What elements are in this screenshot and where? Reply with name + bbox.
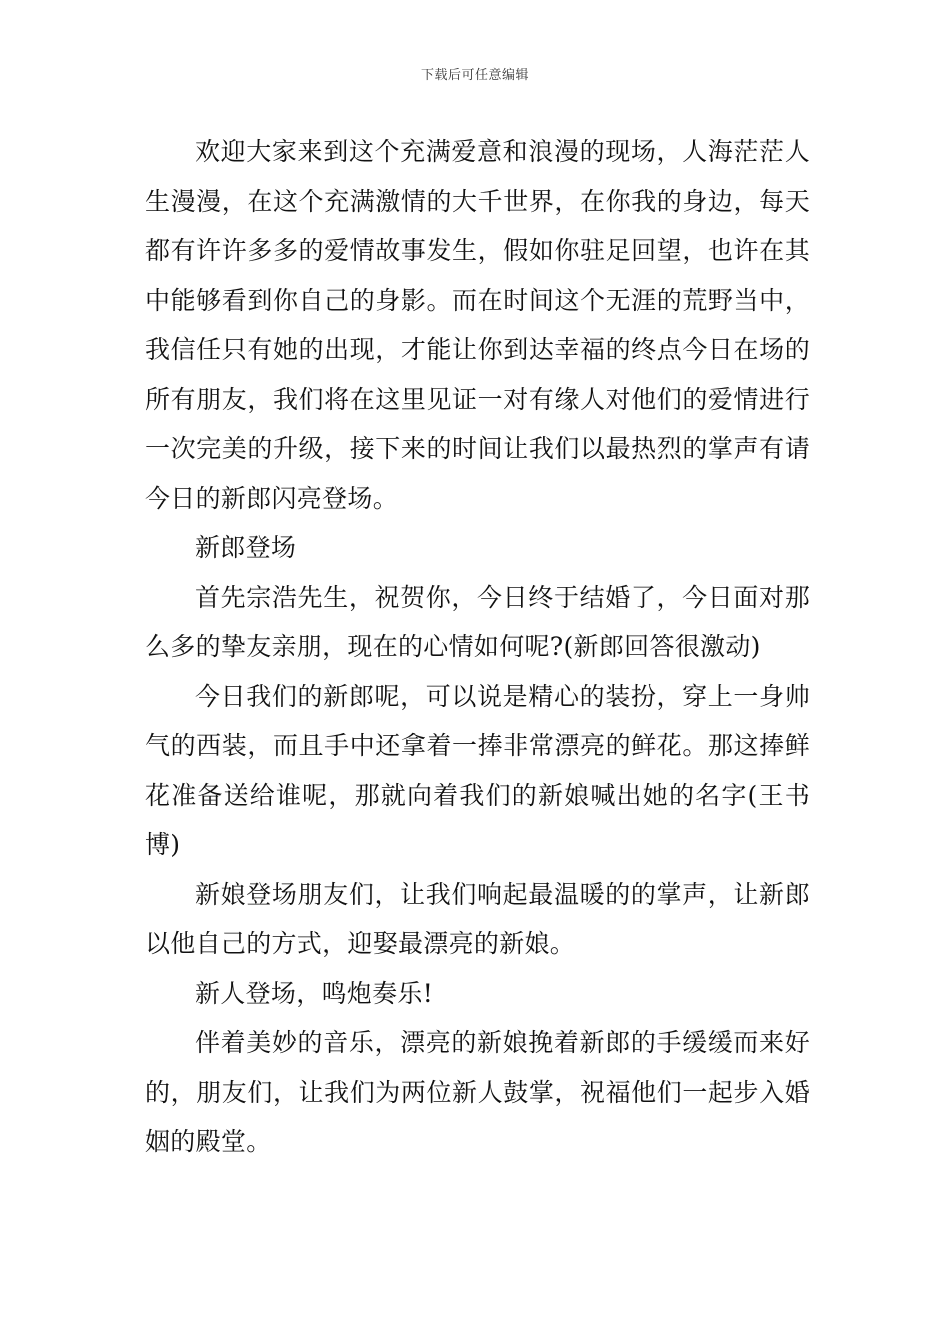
paragraph-groom-question: 首先宗浩先生，祝贺你，今日终于结婚了，今日面对那么多的挚友亲朋，现在的心情如何呢?(新郎回答很激动) bbox=[145, 582, 810, 661]
paragraph-bride-entrance: 新娘登场朋友们，让我们响起最温暖的的掌声，让新郎以他自己的方式，迎娶最漂亮的新娘。 bbox=[145, 879, 810, 958]
paragraph-groom-entrance: 新郎登场 bbox=[195, 533, 297, 562]
document-body bbox=[145, 127, 810, 1167]
paragraph-groom-flowers: 今日我们的新郎呢，可以说是精心的装扮，穿上一身帅气的西装，而且手中还拿着一捧非常漂亮的鲜花。那这捧鲜花准备送给谁呢，那就向着我们的新娘喊出她的名字(王书博) bbox=[145, 681, 810, 859]
paragraph-couple-entrance: 新人登场，鸣炮奏乐! bbox=[195, 978, 434, 1008]
page-header: 下载后可任意编辑 bbox=[420, 68, 529, 83]
paragraph-blessing: 伴着美妙的音乐，漂亮的新娘挽着新郎的手缓缓而来好的，朋友们，让我们为两位新人鼓掌，祝福他们一起步入婚姻的殿堂。 bbox=[145, 1028, 810, 1156]
paragraph-welcome: 欢迎大家来到这个充满爱意和浪漫的现场，人海茫茫人生漫漫，在这个充满激情的大千世界，在你我的身边，每天都有许许多多的爱情故事发生，假如你驻足回望，也许在其中能够看到你自己的身影。而在时间这个无涯的荒野当中，我信任只有她的出现，才能让你到达幸福的终点今日在场的所有朋友，我们将在这里见证一对有缘人对他们的爱情进行一次完美的升级，接下来的时间让我们以最热烈的掌声有请今日的新郎闪亮登场。 bbox=[145, 137, 810, 513]
